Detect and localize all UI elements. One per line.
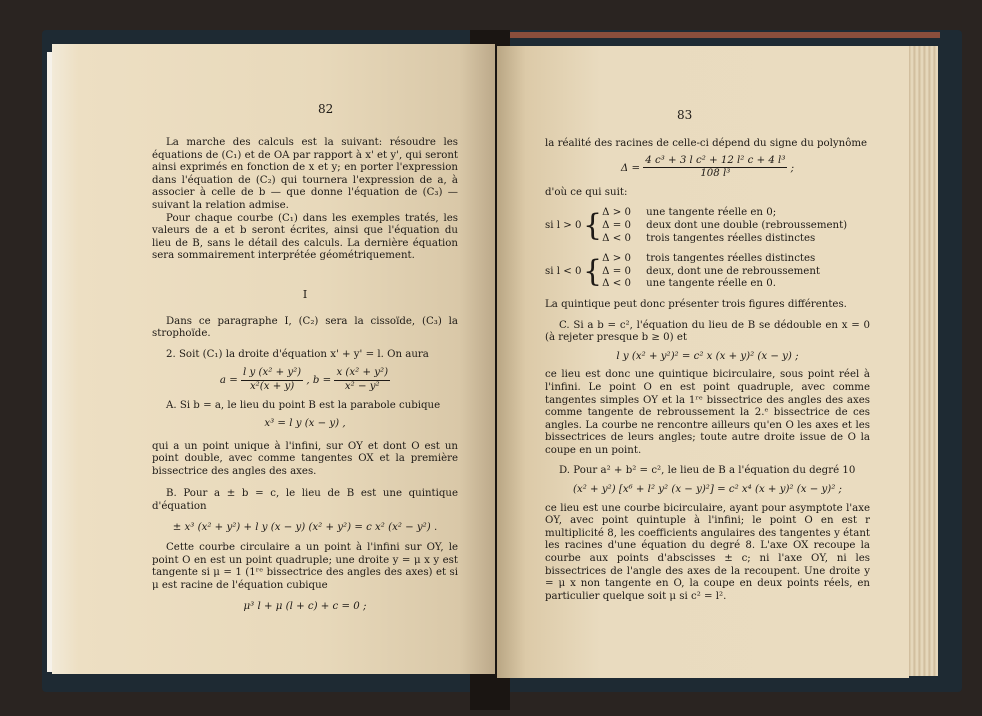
- delta-end: ;: [790, 162, 795, 174]
- numerator: l y (x² + y²): [241, 367, 303, 381]
- case-condition: si l < 0: [545, 265, 582, 277]
- sign: Δ < 0: [602, 278, 631, 290]
- left-text: [152, 137, 458, 613]
- sign: Δ > 0: [602, 207, 631, 219]
- left-page: [52, 44, 495, 674]
- sign: Δ = 0: [602, 219, 631, 231]
- formula: l y (x² + y²)² = c² x (x + y)² (x − y) ;: [616, 350, 799, 362]
- paragraph: Dans ce paragraphe I, (C₂) sera la cissoïde, (C₃) la strophoïde.: [152, 315, 458, 340]
- brace: {: [583, 208, 603, 244]
- paragraph: A. Si b = a, le lieu du point B est la parabole cubique: [166, 399, 441, 411]
- paragraph: B. Pour a ± b = c, le lieu de B est une quintique d'équation: [152, 488, 458, 513]
- paragraph: D. Pour a² + b² = c², le lieu de B a l'équation du degré 10: [559, 465, 856, 477]
- paragraph: ce lieu est donc une quintique bicirculaire, sous point réel à l'infini. Le point O en est point quadruple, avec comme tangentes simples OY et la 1ʳᵉ bissectrice des angles des axes comme tangente de rebroussement la 2.ᵉ bissectrice de ces angles. La courbe ne rencontre ailleurs qu'en O les axes et les bissectrices de leurs angles; toute autre droite issue de O la coupe en un point.: [545, 369, 870, 456]
- description: deux, dont une de rebroussement: [646, 265, 820, 277]
- paragraph: La marche des calculs est la suivant: résoudre les équations de (C₁) et de OA par rapport à x' et y', qui seront ainsi exprimés en fonction de x et y; en porter l'expression dans l'équation de (C₂) qui tournera l'expression de a, à associer à celle de b — que donne l'équation de (C₃) — suivant la relation admise.: [152, 137, 458, 211]
- fraction: [334, 367, 390, 393]
- paragraph: La quintique peut donc présenter trois figures différentes.: [545, 298, 847, 310]
- formula-ab: [152, 367, 458, 393]
- right-page-edges: [906, 46, 938, 676]
- paragraph: 2. Soit (C₁) la droite d'équation x' + y' = l. On aura: [166, 348, 429, 360]
- case-negative: [545, 253, 870, 291]
- paragraph: la réalité des racines de celle-ci dépend du signe du polynôme: [545, 138, 868, 149]
- brace: {: [583, 254, 603, 290]
- description: une tangente réelle en 0.: [646, 278, 776, 290]
- formula: x³ = l y (x − y) ,: [264, 418, 346, 430]
- formula: (x² + y²) [x⁶ + l² y² (x − y)²] = c² x⁴ (x + y)² (x − y)² ;: [573, 484, 842, 496]
- formula-delta: [545, 155, 870, 181]
- section-heading: I: [302, 287, 308, 301]
- right-page: [497, 46, 909, 678]
- paragraph: Pour chaque courbe (C₁) dans les exemples tratés, les valeurs de a et b seront écrites, ainsi que l'équation du lieu de B, sans le détail des calculs. La dernière équation sera sommairement interprétée géométriquement.: [152, 212, 458, 262]
- sign-list: [602, 253, 646, 291]
- sign: Δ > 0: [602, 253, 631, 265]
- paragraph: C. Si a b = c², l'équation du lieu de B se dédouble en x = 0 (à rejeter presque b ≥ 0) et: [545, 319, 870, 344]
- description: deux dont une double (rebroussement): [646, 219, 848, 231]
- numerator: x (x² + y²): [334, 367, 390, 381]
- paragraph: ce lieu est une courbe bicirculaire, ayant pour asymptote l'axe OY, avec point quintuple à l'infini; le point O en est r multiplicité 8, les coefficients angulaires des tangentes y étant les racines d'une équation du degré 8. L'axe OX recoupe la courbe aux points d'abscisses ± c; ni l'axe OY, ni les bissectrices de l'angle des axes de la recoupent. Une droite y = μ x non tangente en O, la coupe en deux points réels, en particulier quelque soit μ si c² = l².: [545, 502, 870, 602]
- cover-edge: [480, 32, 940, 38]
- description: trois tangentes réelles distinctes: [646, 253, 816, 265]
- sign-list: [602, 207, 646, 245]
- denominator: 108 l³: [700, 168, 731, 180]
- paragraph: d'où ce qui suit:: [545, 186, 628, 198]
- formula: ± x³ (x² + y²) + l y (x − y) (x² + y²) = c x² (x² − y²) .: [172, 521, 438, 533]
- page-number: 82: [318, 102, 334, 116]
- sign: Δ < 0: [602, 232, 631, 244]
- sign: Δ = 0: [602, 265, 631, 277]
- denominator: x²(x + y): [249, 380, 295, 392]
- paragraph: Cette courbe circulaire a un point à l'infini sur OY, le point O en est un point quadruple; une droite y = μ x y est tangente si μ = 1 (1ʳᵉ bissectrice des angles des axes) et si μ est racine de l'équation cubique: [152, 542, 458, 592]
- description: une tangente réelle en 0;: [646, 207, 777, 219]
- description-list: [646, 253, 820, 291]
- case-positive: [545, 207, 870, 245]
- paragraph: qui a un point unique à l'infini, sur OY et dont O est un point double, avec comme tangentes OX et la première bissectrice des angles des axes.: [152, 440, 458, 477]
- delta-label: Δ =: [620, 162, 641, 174]
- page-number: 83: [677, 108, 693, 122]
- fraction: [643, 155, 787, 181]
- formula-b-label: , b =: [306, 375, 332, 387]
- description: trois tangentes réelles distinctes: [646, 232, 816, 244]
- numerator: 4 c³ + 3 l c² + 12 l² c + 4 l³: [643, 155, 787, 169]
- fraction: [241, 367, 303, 393]
- formula-a-label: a =: [219, 375, 238, 387]
- right-text: [545, 138, 870, 603]
- description-list: [646, 207, 847, 245]
- formula: μ³ l + μ (l + c) + c = 0 ;: [243, 600, 367, 612]
- case-condition: si l > 0: [545, 219, 582, 231]
- denominator: x² − y²: [344, 380, 380, 392]
